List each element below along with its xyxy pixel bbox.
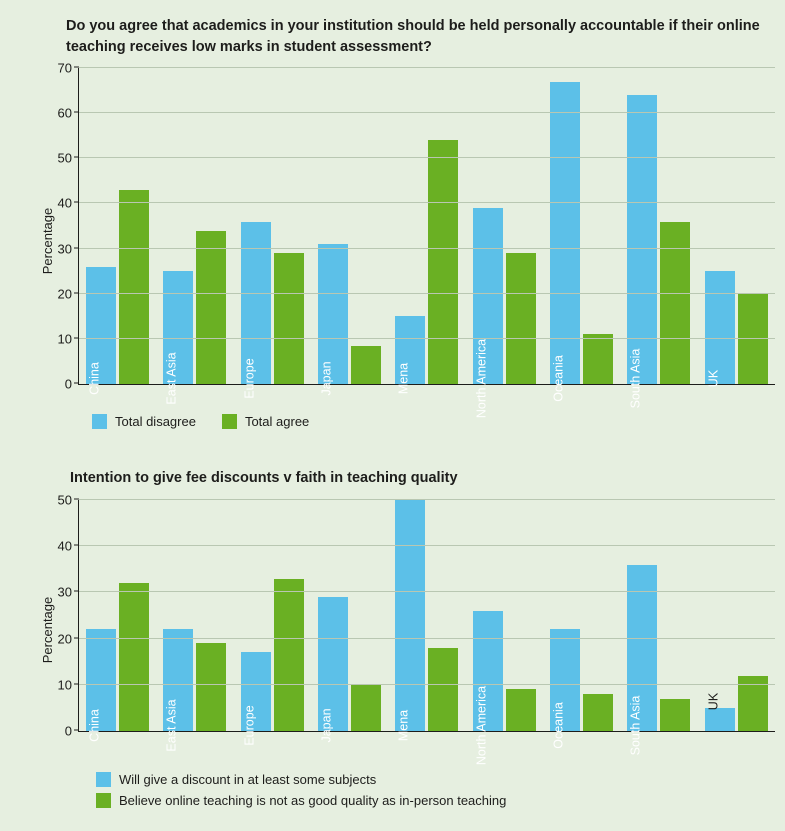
legend-label: Will give a discount in at least some subjects xyxy=(119,772,377,787)
category-label: Japan xyxy=(319,360,334,396)
gridline xyxy=(79,499,775,500)
chart-2-plot-area xyxy=(57,492,775,765)
y-axis-tick-mark xyxy=(74,247,79,248)
y-axis-tick-mark xyxy=(74,202,79,203)
y-axis-tick-label: 70 xyxy=(57,60,72,76)
bar xyxy=(163,271,193,405)
bar xyxy=(506,689,536,731)
legend-swatch-icon xyxy=(92,414,107,429)
gridline xyxy=(79,638,775,639)
y-axis-tick-label: 60 xyxy=(57,105,72,121)
y-axis-tick-label: 20 xyxy=(57,631,72,647)
legend-label: Total disagree xyxy=(115,414,196,429)
category-label: East Asia xyxy=(164,698,179,752)
chart-1-title: Do you agree that academics in your institution should be held personally accountable if their online teaching receives low marks in student assessment? xyxy=(66,18,760,56)
bar xyxy=(318,597,348,743)
bar xyxy=(241,652,271,746)
bar-group xyxy=(620,500,697,755)
legend-label: Believe online teaching is not as good quality as in-person teaching xyxy=(119,793,507,808)
legend-item-total-disagree xyxy=(92,414,196,429)
chart-2-plot xyxy=(57,492,775,765)
bar-group xyxy=(543,500,620,749)
bar xyxy=(705,693,735,731)
chart-1 xyxy=(0,60,785,418)
legend-label: Total agree xyxy=(244,414,310,429)
category-label: UK xyxy=(706,369,721,387)
y-axis-tick-mark xyxy=(74,157,79,158)
gridline xyxy=(79,202,775,203)
y-axis-tick-mark xyxy=(74,292,79,293)
gridline xyxy=(79,112,775,113)
bar-group xyxy=(698,500,775,731)
chart-2-title: Intention to give fee discounts v faith in teaching quality xyxy=(70,470,458,486)
bar-group xyxy=(311,68,388,396)
y-axis-tick-mark xyxy=(74,337,79,338)
category-label: China xyxy=(87,361,102,395)
bar-group xyxy=(234,68,311,399)
bar xyxy=(274,579,304,731)
bar xyxy=(395,500,425,741)
chart-1-plot-area xyxy=(57,60,775,418)
gridline xyxy=(79,67,775,68)
bar xyxy=(705,271,735,387)
y-axis-tick-mark xyxy=(74,637,79,638)
y-axis-tick-label: 30 xyxy=(57,584,72,600)
y-axis-tick-mark xyxy=(74,730,79,731)
bar xyxy=(660,699,690,731)
bar xyxy=(351,346,381,384)
y-axis-tick-label: 40 xyxy=(57,195,72,211)
bar-group xyxy=(79,68,156,395)
y-axis-tick-mark xyxy=(74,112,79,113)
bar-group xyxy=(543,68,620,402)
bar-group xyxy=(466,68,543,418)
bar xyxy=(196,643,226,731)
legend-swatch-icon xyxy=(96,772,111,787)
category-label: East Asia xyxy=(164,351,179,405)
y-axis-tick-mark xyxy=(74,545,79,546)
bar xyxy=(428,648,458,731)
category-label: Europe xyxy=(242,357,257,399)
y-axis-tick-label: 50 xyxy=(57,150,72,166)
y-axis-tick-mark xyxy=(74,383,79,384)
bar xyxy=(318,244,348,396)
legend-swatch-icon xyxy=(96,793,111,808)
bar xyxy=(473,611,503,765)
bar xyxy=(550,629,580,749)
legend-item-total-agree xyxy=(222,414,309,429)
bar xyxy=(473,208,503,418)
category-label: Oceania xyxy=(551,354,566,402)
bar xyxy=(583,694,613,731)
chart-1-legend xyxy=(92,414,309,429)
gridline xyxy=(79,591,775,592)
chart-2 xyxy=(0,492,785,765)
bar-group xyxy=(156,68,233,405)
chart-2-bar-groups xyxy=(79,500,775,765)
gridline xyxy=(79,545,775,546)
chart-1-bar-groups xyxy=(79,68,775,418)
y-axis-tick-label: 50 xyxy=(57,492,72,508)
y-axis-tick-label: 20 xyxy=(57,286,72,302)
y-axis-tick-label: 0 xyxy=(64,723,72,739)
y-axis-tick-mark xyxy=(74,499,79,500)
y-axis-tick-label: 30 xyxy=(57,241,72,257)
bar xyxy=(627,95,657,408)
bar xyxy=(196,231,226,384)
gridline xyxy=(79,157,775,158)
gridline xyxy=(79,293,775,294)
bar xyxy=(274,253,304,384)
chart-2-y-axis-title: Percentage xyxy=(39,596,55,664)
category-label: Mena xyxy=(396,362,411,394)
bar xyxy=(738,294,768,384)
bar xyxy=(86,629,116,742)
y-axis-tick-label: 10 xyxy=(57,331,72,347)
chart-1-y-axis-title: Percentage xyxy=(39,207,55,274)
bar-group xyxy=(79,500,156,742)
bar xyxy=(86,267,116,395)
bar xyxy=(627,565,657,755)
bar xyxy=(163,629,193,752)
bar-group xyxy=(234,500,311,746)
legend-item-discount xyxy=(96,772,506,787)
category-label: North America xyxy=(474,685,489,765)
bar xyxy=(395,316,425,394)
chart-1-plot xyxy=(57,60,775,418)
bar xyxy=(660,222,690,385)
bar xyxy=(119,190,149,384)
bar xyxy=(119,583,149,731)
category-label: South Asia xyxy=(628,695,643,755)
gridline xyxy=(79,684,775,685)
bar-group xyxy=(620,68,697,408)
bar-group xyxy=(388,500,465,741)
legend-item-quality xyxy=(96,793,506,808)
category-label: Mena xyxy=(396,709,411,741)
legend-swatch-icon xyxy=(222,414,237,429)
category-label: Europe xyxy=(242,704,257,746)
category-label: North America xyxy=(474,338,489,418)
y-axis-tick-label: 0 xyxy=(64,376,72,392)
y-axis-tick-label: 40 xyxy=(57,538,72,554)
y-axis-tick-mark xyxy=(74,591,79,592)
y-axis-tick-mark xyxy=(74,67,79,68)
category-label: South Asia xyxy=(628,348,643,408)
bar-group xyxy=(466,500,543,765)
bar-group xyxy=(388,68,465,394)
bar xyxy=(241,222,271,399)
category-label: UK xyxy=(706,693,721,711)
bar xyxy=(351,685,381,731)
bar-group xyxy=(156,500,233,752)
bar xyxy=(506,253,536,384)
gridline xyxy=(79,338,775,339)
bar-group xyxy=(311,500,388,743)
y-axis-tick-label: 10 xyxy=(57,677,72,693)
bar-group xyxy=(698,68,775,387)
category-label: Japan xyxy=(319,707,334,743)
chart-2-legend xyxy=(96,772,506,808)
gridline xyxy=(79,248,775,249)
category-label: Oceania xyxy=(551,701,566,749)
bar xyxy=(428,140,458,384)
y-axis-tick-mark xyxy=(74,683,79,684)
category-label: China xyxy=(87,708,102,742)
bar xyxy=(583,334,613,384)
